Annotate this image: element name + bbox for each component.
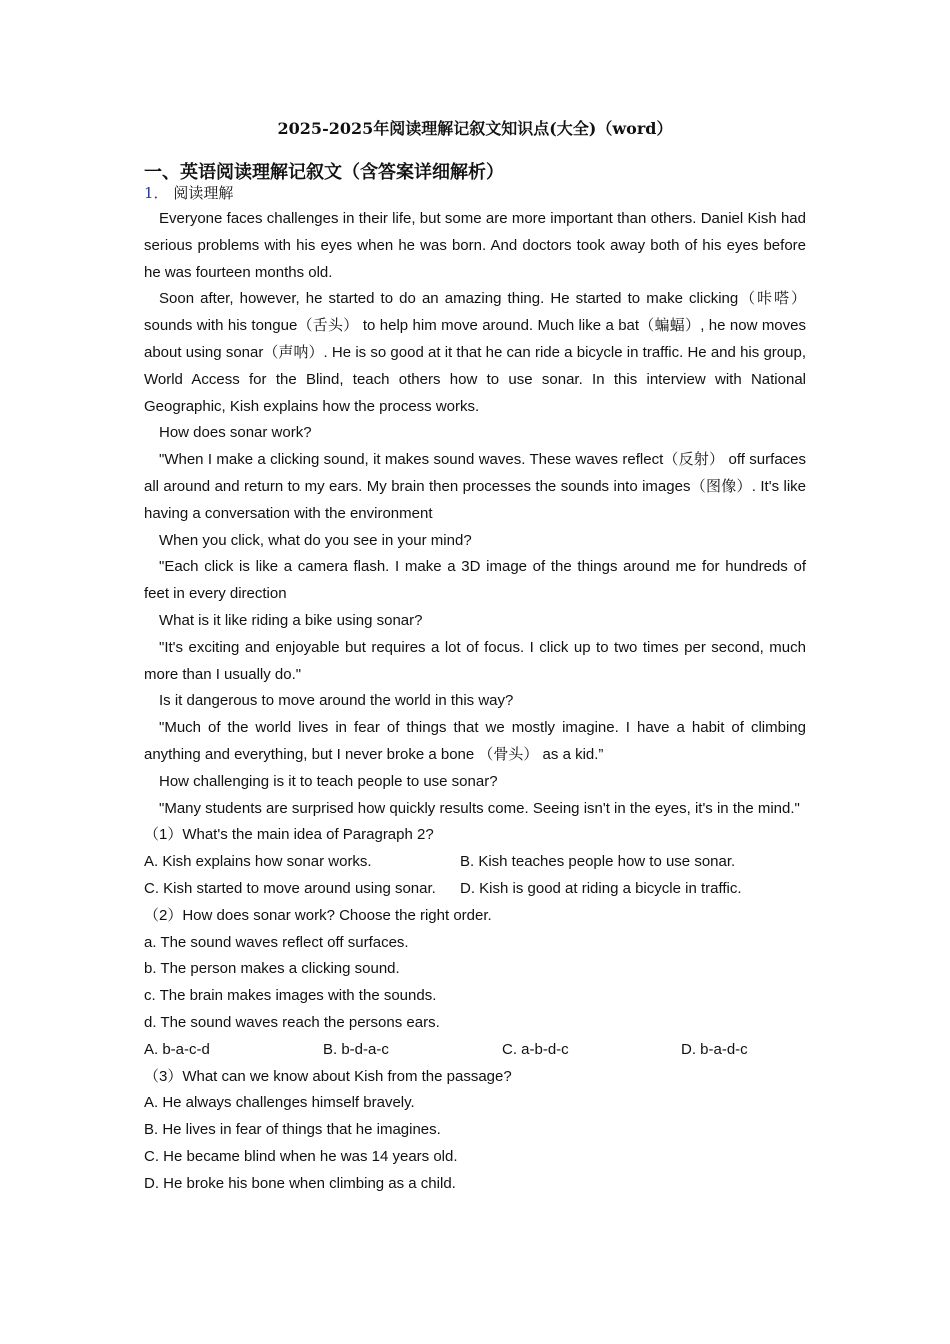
- option-c: C. Kish started to move around using sonar.: [144, 879, 436, 897]
- passage-paragraph: Everyone faces challenges in their life, but some are more important than others. Daniel Kish had serious problems with his eyes when he was born. And doctors took away both of his eyes before he was fourteen months old.: [144, 210, 806, 281]
- interview-question: Is it dangerous to move around the world in this way?: [159, 692, 514, 710]
- option-b: B. He lives in fear of things that he imagines.: [144, 1121, 441, 1139]
- question-1-options-row: [144, 849, 806, 876]
- question-1-stem: （1）What's the main idea of Paragraph 2?: [144, 826, 434, 844]
- order-item: d. The sound waves reach the persons ears.: [144, 1013, 440, 1031]
- option-b: B. Kish teaches people how to use sonar.: [460, 853, 736, 871]
- interview-answer: "It's exciting and enjoyable but requires a lot of focus. I click up to two times per second, much more than I usually do.": [144, 638, 806, 683]
- option-a: A. He always challenges himself bravely.: [144, 1094, 415, 1112]
- question-label: 阅读理解: [173, 184, 234, 202]
- interview-question: When you click, what do you see in your mind?: [159, 531, 472, 549]
- interview-answer: "Many students are surprised how quickly results come. Seeing isn't in the eyes, it's in the mind.": [159, 799, 800, 817]
- question-3-stem: （3）What can we know about Kish from the passage?: [144, 1067, 512, 1085]
- interview-question: What is it like riding a bike using sonar?: [159, 611, 423, 629]
- order-item: b. The person makes a clicking sound.: [144, 960, 400, 978]
- option-d: D. He broke his bone when climbing as a child.: [144, 1174, 456, 1192]
- question-number: 1．: [144, 184, 169, 202]
- option-b: B. b-d-a-c: [323, 1040, 389, 1058]
- question-2-options-row: [144, 1037, 806, 1064]
- order-item: c. The brain makes images with the sounds.: [144, 987, 437, 1005]
- option-c: C. He became blind when he was 14 years old.: [144, 1147, 458, 1165]
- order-item: a. The sound waves reflect off surfaces.: [144, 933, 409, 951]
- passage-body: [144, 206, 806, 1197]
- passage-paragraph: Soon after, however, he started to do an amazing thing. He started to make clicking（咔嗒）sounds with his tongue（舌头） to help him move around. Much like a bat（蝙蝠）, he now moves about using sonar（声呐）. He is so good at it that he can ride a bicycle in traffic. He and his group, World Access for the Blind, teach others how to use sonar. In this interview with National Geographic, Kish explains how the process works.: [144, 290, 806, 415]
- option-c: C. a-b-d-c: [502, 1040, 569, 1058]
- option-d: D. Kish is good at riding a bicycle in traffic.: [460, 879, 742, 897]
- option-a: A. Kish explains how sonar works.: [144, 853, 372, 871]
- section-heading: 一、英语阅读理解记叙文（含答案详细解析）: [144, 162, 504, 183]
- interview-answer: "Each click is like a camera flash. I make a 3D image of the things around me for hundreds of feet in every direction: [144, 558, 806, 603]
- interview-answer: "Much of the world lives in fear of things that we mostly imagine. I have a habit of climbing anything and everything, but I never broke a bone （骨头） as a kid.”: [144, 719, 806, 763]
- question-header: [144, 182, 233, 203]
- option-d: D. b-a-d-c: [681, 1040, 748, 1058]
- option-a: A. b-a-c-d: [144, 1040, 210, 1058]
- interview-question: How challenging is it to teach people to use sonar?: [159, 772, 498, 790]
- document-title: 2025-2025年阅读理解记叙文知识点(大全)（word）: [277, 119, 673, 138]
- question-2-stem: （2）How does sonar work? Choose the right order.: [144, 906, 492, 924]
- question-1-options-row: [144, 876, 806, 903]
- interview-question: How does sonar work?: [159, 424, 312, 442]
- interview-answer: "When I make a clicking sound, it makes sound waves. These waves reflect（反射） off surfaces all around and return to my ears. My brain then processes the sounds into images（图像）. It's like having a conversation with the environment: [144, 451, 806, 522]
